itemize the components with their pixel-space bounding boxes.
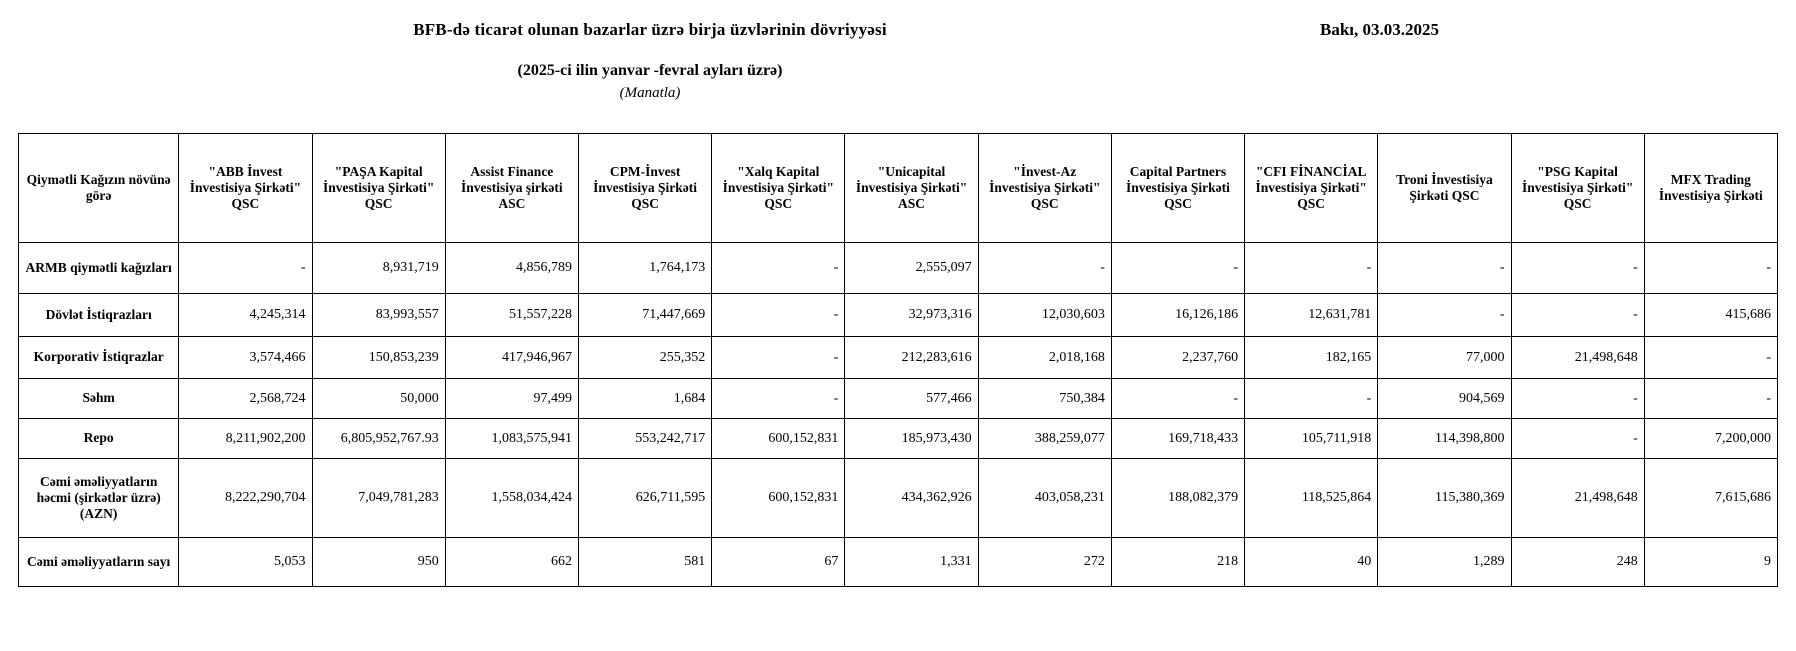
table-cell: 212,283,616 xyxy=(845,337,978,379)
page-subtitle: (2025-ci ilin yanvar -fevral ayları üzrə) xyxy=(517,62,783,79)
table-cell: 415,686 xyxy=(1644,294,1777,337)
column-header-member: "Xalq Kapital İnvestisiya Şirkəti" QSC xyxy=(712,134,845,243)
row-label: Cəmi əməliyyatların sayı xyxy=(19,538,179,587)
row-label: Səhm xyxy=(19,379,179,419)
column-header-member: Capital Partners İnvestisiya Şirkəti QSC xyxy=(1111,134,1244,243)
table-cell: - xyxy=(1644,337,1777,379)
table-cell: 97,499 xyxy=(445,379,578,419)
table-cell: 4,245,314 xyxy=(179,294,312,337)
currency-note: (Manatla) xyxy=(619,85,681,101)
column-header-member: CPM-İnvest İnvestisiya Şirkəti QSC xyxy=(578,134,711,243)
table-cell: 1,764,173 xyxy=(578,243,711,294)
column-header-member: Assist Finance İnvestisiya şirkəti ASC xyxy=(445,134,578,243)
table-cell: 2,237,760 xyxy=(1111,337,1244,379)
table-cell: 118,525,864 xyxy=(1245,459,1378,538)
table-cell: 403,058,231 xyxy=(978,459,1111,538)
table-cell: 16,126,186 xyxy=(1111,294,1244,337)
column-header-member: "PSG Kapital İnvestisiya Şirkəti" QSC xyxy=(1511,134,1644,243)
table-cell: 7,049,781,283 xyxy=(312,459,445,538)
column-header-member: "PAŞA Kapital İnvestisiya Şirkəti" QSC xyxy=(312,134,445,243)
table-cell: 150,853,239 xyxy=(312,337,445,379)
table-cell: - xyxy=(1111,243,1244,294)
table-row xyxy=(19,294,1778,337)
table-cell: 7,200,000 xyxy=(1644,419,1777,459)
table-cell: 188,082,379 xyxy=(1111,459,1244,538)
column-header-member: Troni İnvestisiya Şirkəti QSC xyxy=(1378,134,1511,243)
column-header-member: "İnvest-Az İnvestisiya Şirkəti" QSC xyxy=(978,134,1111,243)
document-header xyxy=(0,20,1796,40)
page-title: BFB-də ticarət olunan bazarlar üzrə birja üzvlərinin dövriyyəsi xyxy=(413,20,887,39)
table-cell: 4,856,789 xyxy=(445,243,578,294)
column-header-security-type: Qiymətli Kağızın növünə görə xyxy=(19,134,179,243)
table-cell: 105,711,918 xyxy=(1245,419,1378,459)
table-cell: - xyxy=(1511,294,1644,337)
table-cell: 32,973,316 xyxy=(845,294,978,337)
table-cell: 600,152,831 xyxy=(712,419,845,459)
table-cell: 185,973,430 xyxy=(845,419,978,459)
table-cell: 8,931,719 xyxy=(312,243,445,294)
table-row xyxy=(19,243,1778,294)
table-cell: 1,289 xyxy=(1378,538,1511,587)
row-label: Korporativ İstiqrazlar xyxy=(19,337,179,379)
table-cell: - xyxy=(179,243,312,294)
table-cell: 2,568,724 xyxy=(179,379,312,419)
table-cell: 50,000 xyxy=(312,379,445,419)
table-cell: 2,555,097 xyxy=(845,243,978,294)
table-cell: 77,000 xyxy=(1378,337,1511,379)
table-cell: - xyxy=(1245,379,1378,419)
table-cell: 51,557,228 xyxy=(445,294,578,337)
table-cell: 950 xyxy=(312,538,445,587)
table-cell: 9 xyxy=(1644,538,1777,587)
table-cell: 750,384 xyxy=(978,379,1111,419)
row-label: Dövlət İstiqrazları xyxy=(19,294,179,337)
table-cell: 904,569 xyxy=(1378,379,1511,419)
table-row xyxy=(19,337,1778,379)
table-cell: 553,242,717 xyxy=(578,419,711,459)
table-cell: 600,152,831 xyxy=(712,459,845,538)
table-cell: 182,165 xyxy=(1245,337,1378,379)
table-cell: 8,222,290,704 xyxy=(179,459,312,538)
table-cell: - xyxy=(1511,379,1644,419)
table-row xyxy=(19,538,1778,587)
row-label: ARMB qiymətli kağızları xyxy=(19,243,179,294)
table-cell: 272 xyxy=(978,538,1111,587)
table-cell: - xyxy=(712,243,845,294)
table-cell: 417,946,967 xyxy=(445,337,578,379)
table-cell: 434,362,926 xyxy=(845,459,978,538)
column-header-member: MFX Trading İnvestisiya Şirkəti xyxy=(1644,134,1777,243)
table-cell: 21,498,648 xyxy=(1511,337,1644,379)
table-cell: 115,380,369 xyxy=(1378,459,1511,538)
table-cell: 40 xyxy=(1245,538,1378,587)
table-cell: 21,498,648 xyxy=(1511,459,1644,538)
table-cell: 67 xyxy=(712,538,845,587)
table-cell: 255,352 xyxy=(578,337,711,379)
row-label: Cəmi əməliyyatların həcmi (şirkətlər üzrə) (AZN) xyxy=(19,459,179,538)
table-cell: - xyxy=(1511,243,1644,294)
table-header xyxy=(19,134,1778,243)
table-cell: - xyxy=(1111,379,1244,419)
table-cell: 5,053 xyxy=(179,538,312,587)
table-cell: 3,574,466 xyxy=(179,337,312,379)
table-cell: 218 xyxy=(1111,538,1244,587)
table-cell: 1,684 xyxy=(578,379,711,419)
table-cell: - xyxy=(712,379,845,419)
table-cell: 1,558,034,424 xyxy=(445,459,578,538)
table-cell: 662 xyxy=(445,538,578,587)
table-cell: - xyxy=(1644,243,1777,294)
table-cell: - xyxy=(1511,419,1644,459)
table-cell: 7,615,686 xyxy=(1644,459,1777,538)
table-cell: 626,711,595 xyxy=(578,459,711,538)
table-cell: 83,993,557 xyxy=(312,294,445,337)
table-row xyxy=(19,459,1778,538)
table-cell: - xyxy=(978,243,1111,294)
row-label: Repo xyxy=(19,419,179,459)
table-cell: 581 xyxy=(578,538,711,587)
turnover-table xyxy=(18,133,1778,587)
table-cell: - xyxy=(1378,243,1511,294)
column-header-member: "CFI FİNANCİAL İnvestisiya Şirkəti" QSC xyxy=(1245,134,1378,243)
table-cell: - xyxy=(712,337,845,379)
table-cell: 169,718,433 xyxy=(1111,419,1244,459)
table-row xyxy=(19,419,1778,459)
table-row xyxy=(19,379,1778,419)
document-date: Bakı, 03.03.2025 xyxy=(1320,20,1440,39)
table-cell: 12,631,781 xyxy=(1245,294,1378,337)
column-header-member: "ABB İnvest İnvestisiya Şirkəti" QSC xyxy=(179,134,312,243)
table-body xyxy=(19,243,1778,587)
table-cell: - xyxy=(1378,294,1511,337)
table-cell: - xyxy=(1644,379,1777,419)
table-header-row xyxy=(19,134,1778,243)
table-cell: 8,211,902,200 xyxy=(179,419,312,459)
table-cell: - xyxy=(712,294,845,337)
table-cell: 1,083,575,941 xyxy=(445,419,578,459)
table-cell: 6,805,952,767.93 xyxy=(312,419,445,459)
table-cell: 248 xyxy=(1511,538,1644,587)
table-cell: 388,259,077 xyxy=(978,419,1111,459)
table-cell: 577,466 xyxy=(845,379,978,419)
table-cell: 2,018,168 xyxy=(978,337,1111,379)
table-cell: 71,447,669 xyxy=(578,294,711,337)
table-cell: 12,030,603 xyxy=(978,294,1111,337)
table-cell: 1,331 xyxy=(845,538,978,587)
table-cell: 114,398,800 xyxy=(1378,419,1511,459)
table-cell: - xyxy=(1245,243,1378,294)
column-header-member: "Unicapital İnvestisiya Şirkəti" ASC xyxy=(845,134,978,243)
